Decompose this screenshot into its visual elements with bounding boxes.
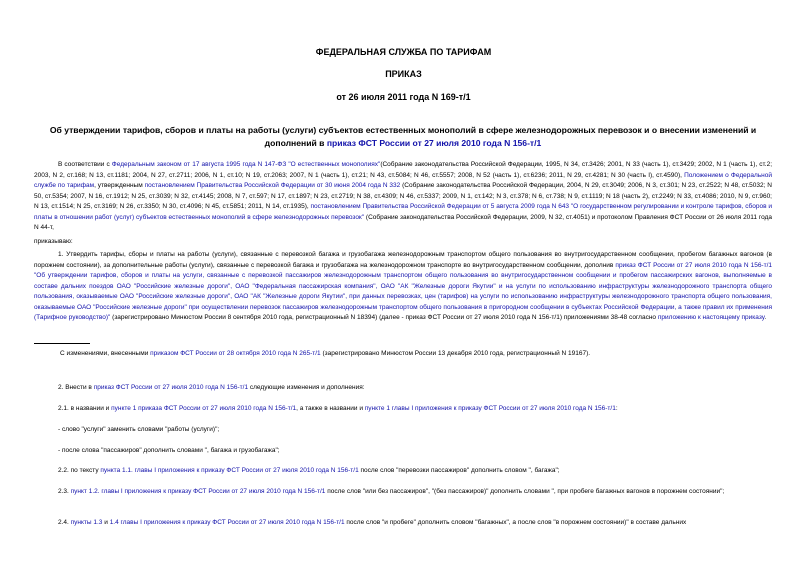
preamble-paragraph (34, 160, 772, 234)
link-appendix-chapter-1-point-1[interactable]: пункте 1 главы I приложения к приказу ФСТ России от 27 июля 2010 года N 156-т/1 (364, 405, 616, 412)
document-type-heading: ПРИКАЗ (385, 69, 422, 79)
link-point-1-3[interactable]: пункты 1.3 (70, 519, 103, 526)
item-2-paragraph (34, 383, 772, 394)
link-appendix-point-1-1[interactable]: пункта 1.1. главы I приложения к приказу ФСТ России от 27 июля 2010 года N 156-т/1 (100, 467, 359, 474)
item-2-1-text-3: : (615, 405, 618, 412)
link-fst-regulation[interactable]: Положением о Федеральной службе по тарифам (34, 171, 772, 189)
link-order-156-full[interactable]: приказ ФСТ России от 27 июля 2010 года N 156-т/1 "Об утверждении тарифов, сборов и платы на услуги, связанные с перевозкой пассажиров железнодорожным транспортом общего пользования во внутригосударственном сообщении и пробегом пассажирских вагонов, выполняемые в составе дальних поездов ОАО "Российские железные дороги", ОАО "Федеральная пассажирская компания", ОАО "АК "Железные дороги Якутии" и на услуги по использованию инфраструктуры железнодорожного транспорта общего пользования, оказываемые ОАО "Российские железные дороги", ОАО "АК "Железные дороги Якутии", при данных перевозках, цен (тарифов) на услуги по использованию инфраструктуры железнодорожного транспорта общего пользования, оказываемые ОАО "Российские железные дороги" при осуществлении перевозок пассажиров железнодорожным транспортом общего пользования в пригородном сообщении в субъектах Российской Федерации, а также правил их применения (Тарифное руководство)" (34, 261, 772, 321)
item-2-4-text-3: после слов "и пробеге" дополнить словом "багажных", а после слов "в порожнем состоянии)" в составе дальних (344, 519, 687, 526)
item-2-1-text-2: , а также в названии и (296, 405, 365, 412)
link-order-156-item-2[interactable]: приказ ФСТ России от 27 июля 2010 года N 156-т/1 (93, 384, 249, 391)
link-order-156-point-1[interactable]: пункте 1 приказа ФСТ России от 27 июля 2010 года N 156-т/1 (111, 405, 297, 412)
preamble-text-4: (Собрание законодательства Российской Федерации, 2004, N 29, ст.3049; 2006, N 3, ст.301; N 23, ст.2522; N 48, ст.5032; N 50, ст.5354; 2007, N 16, ст.1912; N 25, ст.3039; N 32, ст.4145; 2008, N 7, ст.597; N 17, ст.1897; N 23, ст.2719; N 38, ст.4309; N 46, ст.5337; 2009, N 1, ст.142; N 3, ст.378; N 6, ст.738; N 9, ст.1119; N 18 (часть 2), ст.2249; N 33, ст.4086; 2010, N 9, ст.960; N 13, ст.1514; N 25, ст.3169; N 26, ст.3350; N 30, ст.4096; N 45, ст.5851; 2011, N 14, ст.1935), (34, 182, 772, 210)
item-1-paragraph (34, 250, 772, 324)
item-2-2-text-2: после слов "перевозки пассажиров" дополнить словом ", багажа"; (358, 467, 560, 474)
item-2-1-paragraph (34, 404, 772, 415)
item-2-text-1: 2. Внести в (58, 384, 94, 391)
preamble-text-5: (Собрание законодательства Российской Федерации, 2009, N 32, ст.4051) и протоколом Правления ФСТ России от 26 июля 2011 года N 44-т, (34, 213, 772, 231)
title-text: Об утверждении тарифов, сборов и платы на работы (услуги) субъектов естественных монополий в сфере железнодорожных перевозок и о внесении изменений и дополнений в (49, 125, 757, 148)
preamble-text-1: В соответствии с (58, 161, 112, 168)
link-government-decree-332[interactable]: постановлением Правительства Российской Федерации от 30 июня 2004 года N 332 (144, 182, 401, 189)
item-2-2-paragraph (34, 466, 772, 477)
item-2-4-paragraph (34, 518, 772, 529)
footnote-paragraph (60, 349, 772, 360)
item-1-text-1: 1. Утвердить тарифы, сборы и платы на работы (услуги), связанные с перевозкой багажа и грузобагажа железнодорожным транспортом общего пользования во внутригосударственном сообщении, пробегом багажных вагонов (в порожнем состоянии), за дополнительные работы (услуги), связанные с перевозкой багажа и грузобагажа на железнодорожном транспорте во внутригосударственном сообщении, дополнив (34, 251, 772, 269)
link-appendix-point-1-2[interactable]: пункт 1.2. главы I приложения к приказу ФСТ России от 27 июля 2010 года N 156-т/1 (70, 488, 326, 495)
preamble-text-2: (Собрание законодательства Российской Федерации, 1995, N 34, ст.3426; 2001, N 33 (часть 1), ст.3429; 2002, N 1 (часть 1), ст.2; 2003, N 2, ст.168; N 13, ст.1181; 2004, N 27, ст.2711; 2006, N 1, ст.10; N 19, ст.2063; 2007, N 1 (часть 1), ст.21; N 43, ст.5084; N 46, ст.5557; 2008, N 52 (часть 1), ст.6236; 2011, N 29, ст.4281; N 30 (часть I), ст.4590), (34, 161, 773, 179)
document-title (34, 124, 772, 150)
title-link-order-156[interactable]: приказ ФСТ России от 27 июля 2010 года N 156-т/1 (326, 138, 542, 148)
item-2-3-paragraph (34, 487, 772, 498)
link-federal-law-147[interactable]: Федеральным законом от 17 августа 1995 года N 147-ФЗ "О естественных монополиях" (111, 161, 381, 168)
link-government-decree-643[interactable]: постановлением Правительства Российской Федерации от 5 августа 2009 года N 643 "О государственном регулировании и контроле тарифов, сборов и платы в отношении работ (услуг) субъектов естественных монополий в сфере железнодорожных перевозок" (34, 203, 772, 221)
dash-line-1: - слово "услуги" заменить словами "работы (услуги)"; (58, 426, 220, 433)
item-1-text-4: . (764, 314, 767, 321)
item-1-text-2: (зарегистрировано Минюстом России 8 сентября 2010 года, регистрационный N 18394) (110, 314, 378, 321)
item-2-text-2: следующие изменения и дополнения: (248, 384, 365, 391)
agency-heading: ФЕДЕРАЛЬНАЯ СЛУЖБА ПО ТАРИФАМ (315, 47, 492, 57)
item-2-1-text-1: 2.1. в названии и (58, 405, 112, 412)
footnote-text-1: С изменениями, внесенными (60, 350, 151, 357)
link-order-265[interactable]: приказом ФСТ России от 28 октября 2010 года N 265-т/1 (150, 350, 321, 357)
orders-line: приказываю: (34, 238, 73, 245)
item-1-text-3: (далее - приказ ФСТ России от 27 июля 2010 года N 156-т/1) приложениями 38-48 согласно (377, 314, 658, 321)
item-2-3-text-1: 2.3. (58, 488, 71, 495)
date-number-heading: от 26 июля 2011 года N 169-т/1 (336, 92, 471, 102)
dash-line-2: - после слова "пассажиров" дополнить словами ", багажа и грузобагажа"; (58, 447, 280, 454)
footnote-text-2: (зарегистрировано Минюстом России 13 декабря 2010 года, регистрационный N 19167). (320, 350, 591, 357)
footnote-divider (34, 343, 90, 344)
link-appendix-point-1-4[interactable]: 1.4 главы I приложения к приказу ФСТ России от 27 июля 2010 года N 156-т/1 (109, 519, 345, 526)
link-appendix[interactable]: приложению к настоящему приказу (657, 314, 765, 321)
item-2-3-text-2: после слов "или без пассажиров", "(без пассажиров)" дополнить словами ", при пробеге багажных вагонов в порожнем состоянии"; (325, 488, 725, 495)
item-2-4-text-1: 2.4. (58, 519, 71, 526)
item-2-2-text-1: 2.2. по тексту (58, 467, 101, 474)
item-2-4-text-2: и (102, 519, 110, 526)
preamble-text-3: , утвержденным (94, 182, 145, 189)
